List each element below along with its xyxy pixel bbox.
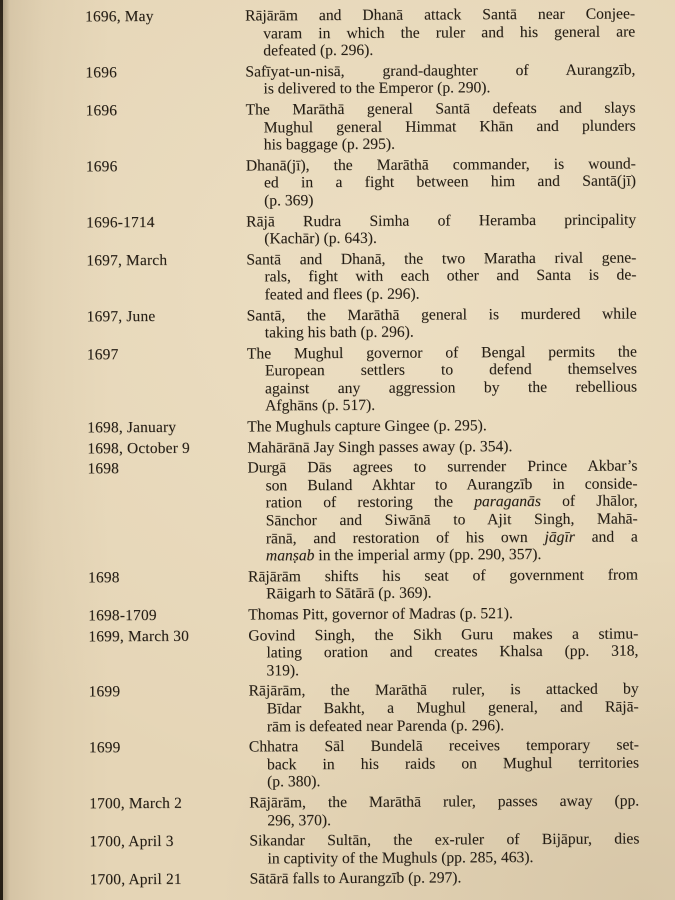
page-gutter-shading: [3, 0, 10, 900]
entry-event: [247, 416, 637, 436]
entry-line: defeated (p. 296).: [263, 42, 374, 60]
entry-line: ration of restoring the paraganās of Jhālor,: [265, 492, 638, 512]
entry-line: Rāigarh to Sātārā (p. 369).: [266, 584, 432, 603]
entry-line: manṣab in the imperial army (pp. 290, 357).: [265, 546, 542, 565]
entry-date: 1697, March: [86, 251, 168, 270]
entry-line: European settlers to defend themselves: [264, 360, 637, 380]
chronology-row: [87, 416, 637, 436]
entry-event: [248, 625, 638, 680]
entry-event: [248, 566, 638, 603]
entry-date: 1698-1709: [88, 606, 157, 625]
entry-date: 1700, March 2: [89, 794, 183, 813]
entry-line: his baggage (p. 295).: [263, 135, 396, 154]
entry-date: 1696: [85, 102, 118, 120]
chronology-row: [89, 737, 639, 793]
entry-line: rals, fight with each other and Santa is de-: [264, 266, 637, 286]
entry-line: against any aggression by the rebellious: [264, 378, 638, 398]
entry-date: 1696, May: [85, 7, 154, 26]
chronology-row: [88, 604, 638, 624]
entry-line: The Marāthā general Santā defeats and slays: [245, 99, 636, 119]
entry-event: [247, 305, 637, 342]
entry-date: 1697: [86, 345, 119, 364]
entry-date: 1698: [87, 568, 120, 587]
entry-line: (Kachār) (p. 643).: [264, 229, 377, 248]
chronology-row: [89, 681, 639, 737]
entry-line: Rājārām shifts his seat of government from: [247, 566, 639, 586]
entry-date: 1697, June: [86, 307, 156, 325]
entry-event: [248, 604, 638, 624]
chronology-row: [86, 99, 636, 155]
chronology-row: [86, 211, 636, 249]
chronology-row: [87, 437, 637, 457]
entry-event: [246, 155, 636, 210]
entry-event: [246, 249, 636, 304]
entry-event: [247, 437, 637, 457]
chronology-row: [89, 792, 639, 830]
chronology-row: [85, 5, 635, 61]
entry-date: 1696: [85, 157, 118, 176]
entry-line: Santā and Dhanā, the two Maratha rival gene-: [246, 249, 637, 269]
chronology-row: [90, 869, 640, 889]
entry-line: 296, 370).: [267, 811, 332, 829]
entry-line: feated and flees (p. 296).: [264, 285, 420, 304]
entry-event: [247, 458, 638, 566]
entry-date: 1696-1714: [86, 213, 155, 231]
entry-event: [247, 343, 637, 415]
entry-date: 1699, March 30: [88, 627, 190, 645]
chronology-row: [87, 458, 638, 566]
entry-line: Mahārānā Jay Singh passes away (p. 354).: [247, 437, 513, 457]
entry-line: Afghāns (p. 517).: [265, 397, 376, 415]
entry-event: [245, 61, 635, 98]
entry-date: 1696: [85, 63, 118, 82]
chronology-row: [85, 61, 635, 99]
chronology-row: [88, 566, 638, 604]
entry-line: Sānchor and Siwānā to Ajit Singh, Mahā-: [265, 510, 638, 530]
entry-event: [249, 737, 639, 792]
entry-line: (p. 380).: [267, 773, 321, 791]
chronology-row: [86, 249, 636, 305]
entry-line: rām is defeated near Parenda (p. 296).: [266, 716, 505, 735]
entry-line: Sikandar Sultān, the ex-ruler of Bijāpur, dies: [249, 830, 640, 850]
entry-line: Rājārām, the Marāthā ruler, passes away (pp.: [249, 792, 640, 812]
entry-line: Durgā Dās agrees to surrender Prince Akbar’s: [247, 457, 638, 477]
entry-line: Rājārām and Dhanā attack Santā near Conjee-: [245, 5, 636, 25]
entry-event: [249, 792, 639, 829]
chronology-row: [86, 155, 636, 211]
entry-line: back in his raids on Mughul territories: [266, 754, 640, 774]
entry-date: 1699: [88, 739, 121, 757]
entry-date: 1699: [88, 683, 121, 701]
entry-date: 1700, April 3: [89, 832, 174, 851]
entry-event: [246, 99, 636, 154]
entry-line: Bīdar Bakht, a Mughul general, and Rājā-: [266, 698, 639, 718]
entry-line: Rājārām, the Marāthā ruler, is attacked by: [248, 680, 639, 700]
entry-date: 1700, April 21: [89, 871, 182, 889]
entry-line: The Mughuls capture Gingee (p. 295).: [247, 417, 487, 436]
entry-line: Govind Singh, the Sikh Guru makes a stimu-: [248, 625, 639, 645]
entry-line: son Buland Akhtar to Aurangzīb in conside-: [265, 475, 638, 495]
entry-line: lating oration and creates Khalsa (pp. 318,: [266, 642, 639, 662]
entry-event: [250, 869, 640, 889]
entry-date: 1698, January: [87, 418, 177, 437]
entry-event: [249, 831, 639, 868]
entry-line: Rājā Rudra Simha of Heramba principality: [246, 210, 637, 231]
chronology-row: [87, 305, 637, 343]
entry-line: varam in which the ruler and his general are: [263, 23, 636, 42]
entry-event: [249, 681, 639, 736]
entry-date: 1698: [87, 460, 120, 478]
chronology-row: [88, 625, 638, 681]
entry-line: is delivered to the Emperor (p. 290).: [263, 79, 491, 98]
page-left-edge-shadow: [0, 0, 3, 900]
entry-event: [246, 211, 636, 248]
entry-line: (p. 369): [264, 192, 314, 210]
entry-date: 1698, October 9: [87, 439, 190, 457]
entry-line: rānā, and restoration of his own jāgīr and a: [265, 528, 638, 548]
entry-line: 319).: [266, 661, 300, 680]
entry-line: Dhanā(jī), the Marāthā commander, is wound-: [245, 155, 636, 175]
entry-line: in captivity of the Mughuls (pp. 285, 463).: [267, 848, 534, 868]
chronology-row: [87, 343, 637, 416]
chronology-row: [89, 831, 639, 869]
entry-line: The Mughul governor of Bengal permits the: [246, 343, 637, 363]
entry-line: taking his bath (p. 296).: [264, 323, 414, 342]
entry-line: Thomas Pitt, governor of Madras (p. 521).: [248, 605, 513, 624]
entry-event: [245, 5, 635, 60]
entry-line: Chhatra Sāl Bundelā receives temporary set-: [248, 736, 639, 756]
entry-line: Mughul general Himmat Khān and plunders: [263, 117, 636, 136]
entry-line: Santā, the Marāthā general is murdered while: [246, 304, 637, 324]
entry-line: Sātārā falls to Aurangzīb (p. 297).: [249, 869, 462, 888]
entry-line: Safīyat-un-nisā, grand-daughter of Aurangzīb,: [245, 61, 636, 81]
entry-line: ed in a fight between him and Santā(jī): [263, 172, 636, 192]
